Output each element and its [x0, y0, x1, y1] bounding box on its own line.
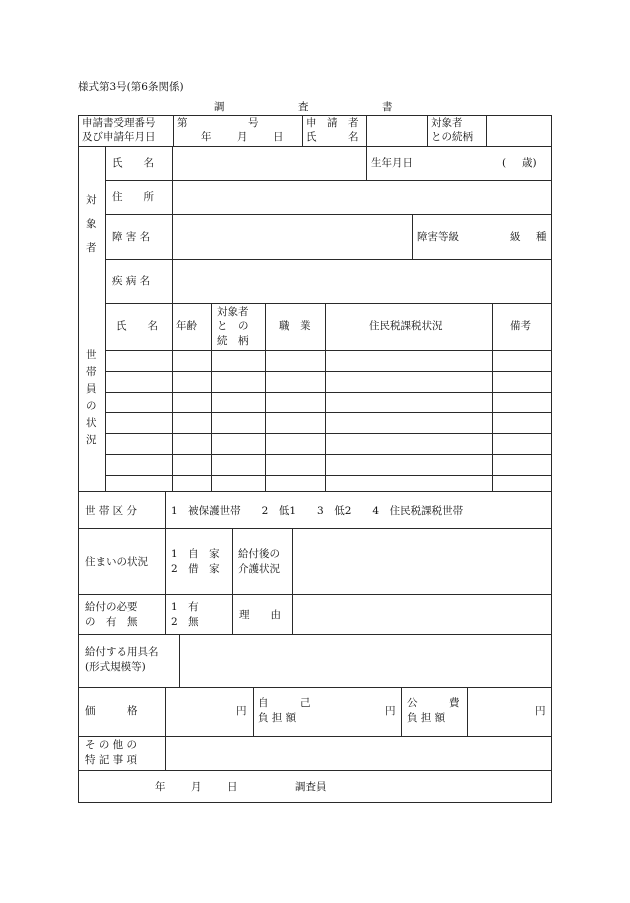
rule-line [302, 115, 303, 147]
public-burden-label-2: 負 担 額 [407, 712, 446, 724]
column-tax-status: 住民税課税状況 [369, 320, 443, 332]
rule-line [551, 115, 552, 803]
column-occupation: 職 業 [279, 320, 311, 332]
household-side-5: 状 [86, 417, 97, 429]
column-age: 年齢 [176, 320, 197, 332]
notes-label-2: 特 記 事 項 [85, 754, 138, 766]
rule-line [105, 146, 106, 492]
household-side-6: 況 [86, 434, 97, 446]
rule-line [253, 687, 254, 737]
household-category-options: 1 被保護世帯 2 低1 3 低2 4 住民税課税世帯 [171, 505, 464, 517]
age-close: 歳) [522, 157, 537, 169]
rule-line [78, 115, 79, 803]
notes-label-1: そ の 他 の [85, 739, 138, 751]
rule-line [165, 594, 166, 635]
column-relation-2: と の [217, 320, 249, 332]
care-after-label-1: 給付後の [238, 548, 280, 560]
disability-grade-label: 障害等級 [417, 231, 459, 243]
reason-label: 理 由 [239, 609, 281, 621]
relation-label-2: との続柄 [431, 131, 473, 143]
household-category-label: 世 帯 区 分 [85, 505, 138, 517]
receipt-date-year: 年 [201, 131, 212, 143]
self-burden-label-1: 自 己 [258, 697, 311, 709]
column-name: 氏 名 [116, 320, 158, 332]
rule-line [486, 115, 487, 147]
subject-side-3: 者 [86, 242, 97, 254]
necessity-label-1: 給付の必要 [85, 601, 138, 613]
rule-line [366, 146, 367, 181]
equipment-label-1: 給付する用具名 [85, 646, 159, 658]
disability-label: 障 害 名 [112, 231, 151, 243]
subject-side-2: 象 [86, 218, 97, 230]
rule-line [78, 634, 552, 635]
column-relation-1: 対象者 [217, 306, 249, 318]
applicant-label-2: 氏 名 [306, 131, 359, 143]
rule-line [366, 115, 367, 147]
form-number: 様式第3号(第6条関係) [78, 81, 184, 93]
address-label: 住 所 [112, 191, 154, 203]
equipment-label-2: (形式規模等) [85, 661, 146, 673]
rule-line [78, 115, 552, 116]
public-burden-label-1: 公 費 [407, 697, 460, 709]
public-burden-yen: 円 [535, 705, 546, 717]
rule-line [292, 528, 293, 595]
birth-date-label: 生年月日 [371, 157, 413, 169]
household-side-1: 世 [86, 349, 97, 361]
housing-option-rent: 2 借 家 [171, 563, 220, 575]
price-label: 価 格 [85, 705, 138, 717]
rule-line [412, 214, 413, 260]
rule-line [492, 303, 493, 492]
receipt-no-suffix: 号 [248, 117, 259, 129]
rule-line [78, 491, 552, 492]
rule-line [78, 687, 552, 688]
rule-line [78, 528, 552, 529]
rule-line [165, 736, 166, 771]
page-title: 調 査 書 [214, 101, 393, 113]
rule-line [325, 303, 326, 492]
rule-line [78, 736, 552, 737]
receipt-date-day: 日 [273, 131, 284, 143]
receipt-label-2: 及び申請年月日 [82, 131, 156, 143]
rule-line [292, 594, 293, 635]
footer-year: 年 [155, 781, 166, 793]
rule-line [265, 303, 266, 492]
rule-line [78, 594, 552, 595]
necessity-label-2: の 有 無 [85, 616, 138, 628]
household-side-4: の [86, 400, 97, 412]
footer-month: 月 [191, 781, 202, 793]
household-side-2: 帯 [86, 366, 97, 378]
self-burden-yen: 円 [385, 705, 396, 717]
necessity-option-no: 2 無 [171, 616, 199, 628]
rule-line [165, 687, 166, 737]
housing-option-own: 1 自 家 [171, 548, 220, 560]
investigator-label: 調査員 [295, 781, 327, 793]
receipt-label-1: 申請書受理番号 [82, 117, 156, 129]
rule-line [165, 491, 166, 529]
relation-label-1: 対象者 [431, 117, 463, 129]
rule-line [467, 687, 468, 737]
rule-line [401, 687, 402, 737]
grade-unit: 級 [510, 231, 521, 243]
footer-day: 日 [227, 781, 238, 793]
rule-line [211, 303, 212, 492]
self-burden-label-2: 負 担 額 [258, 712, 297, 724]
necessity-option-yes: 1 有 [171, 601, 199, 613]
column-remarks: 備考 [510, 320, 531, 332]
subject-name-label: 氏 名 [112, 157, 154, 169]
rule-line [78, 146, 552, 147]
type-unit: 種 [536, 231, 547, 243]
rule-line [232, 594, 233, 635]
rule-line [179, 634, 180, 688]
rule-line [173, 115, 174, 147]
rule-line [165, 528, 166, 595]
rule-line [172, 146, 173, 304]
column-relation-3: 続 柄 [217, 335, 249, 347]
rule-line [427, 115, 428, 147]
rule-line [232, 528, 233, 595]
housing-label: 住まいの状況 [85, 556, 148, 568]
receipt-date-month: 月 [237, 131, 248, 143]
rule-line [172, 303, 173, 492]
rule-line [78, 770, 552, 771]
subject-side-1: 対 [86, 194, 97, 206]
care-after-label-2: 介護状況 [238, 563, 280, 575]
age-open: ( [502, 157, 507, 169]
applicant-label-1: 申 請 者 [306, 117, 359, 129]
rule-line [78, 802, 552, 803]
receipt-no-prefix: 第 [177, 117, 188, 129]
household-side-3: 員 [86, 383, 97, 395]
disease-label: 疾 病 名 [112, 275, 151, 287]
price-yen: 円 [236, 705, 247, 717]
